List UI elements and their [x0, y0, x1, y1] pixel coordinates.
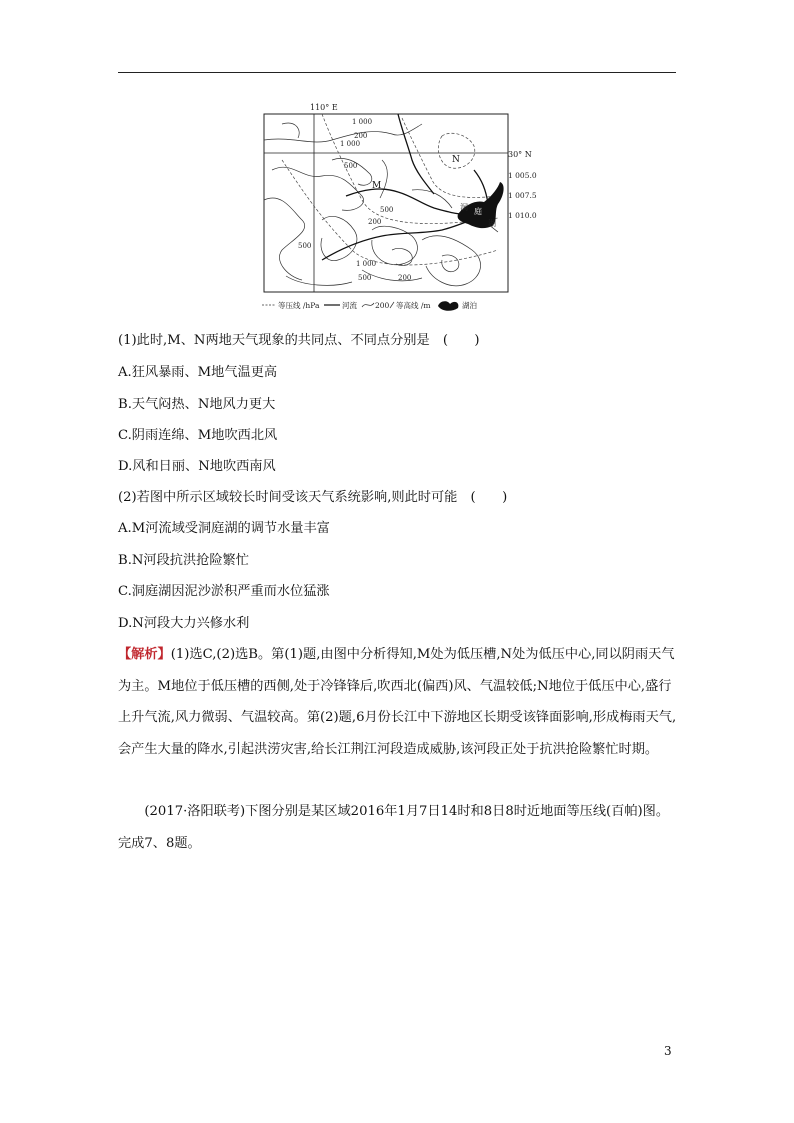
isobar-label: 1 007.5 — [508, 191, 537, 200]
analysis-block — [118, 639, 678, 765]
contour-label: 1 000 — [352, 118, 373, 126]
q1-option-a: A.狂风暴雨、M地气温更高 — [118, 365, 278, 380]
weather-map — [262, 100, 542, 318]
lake-char-2: 庭 — [474, 207, 482, 216]
q2-stem: (2)若图中所示区域较长时间受该天气系统影响,则此时可能 ( ) — [118, 490, 508, 505]
legend-lake: 湖泊 — [462, 301, 477, 310]
lat-label: 30° N — [508, 150, 532, 159]
isobar-label: 1 010.0 — [508, 211, 537, 220]
contour-label: 200 — [354, 132, 368, 140]
q2-option-b: B.N河段抗洪抢险繁忙 — [118, 553, 249, 568]
q1-stem: (1)此时,M、N两地天气现象的共同点、不同点分别是 ( ) — [118, 333, 480, 348]
q2-option-c: C.洞庭湖因泥沙淤积严重而水位猛涨 — [118, 584, 330, 599]
legend-river: 河流 — [342, 301, 357, 310]
q2-option-d: D.N河段大力兴修水利 — [118, 616, 250, 631]
legend-isobar: 等压线 /hPa — [278, 301, 320, 310]
header-rule — [118, 72, 676, 73]
map-legend — [262, 300, 477, 311]
contour-label: 500 — [358, 274, 372, 282]
contour-label: 1 000 — [356, 260, 377, 268]
contour-label: 1 000 — [340, 140, 361, 148]
lake-char-3: 湖 — [488, 219, 496, 228]
isobar-label: 1 005.0 — [508, 171, 537, 180]
q2-option-a: A.M河流域受洞庭湖的调节水量丰富 — [118, 521, 330, 536]
q1-option-b: B.天气闷热、N地风力更大 — [118, 397, 276, 412]
contour-label: 500 — [344, 162, 358, 170]
contour-label: 500 — [298, 242, 312, 250]
lon-label: 110° E — [310, 103, 338, 112]
next-question-intro: (2017·洛阳联考)下图分别是某区域2016年1月7日14时和8日8时近地面等压线(百帕)图。完成7、8题。 — [118, 804, 670, 851]
point-m: M — [372, 181, 382, 191]
page-number: 3 — [664, 1044, 672, 1058]
contour-label: 200 — [368, 218, 382, 226]
lake-char-1: 洞 — [460, 203, 468, 212]
legend-contour: 200 — [375, 301, 390, 310]
contour-label: 200 — [398, 274, 412, 282]
q1-option-c: C.阴雨连绵、M地吹西北风 — [118, 428, 278, 443]
contour-label: 500 — [380, 206, 394, 214]
analysis-text: (1)选C,(2)选B。第(1)题,由图中分析得知,M处为低压槽,N处为低压中心,同以阴雨天气为主。M地位于低压槽的西侧,处于冷锋锋后,吹西北(偏西)风、气温较低;N地位于低压中心,盛行上升气流,风力微弱、气温较高。第(2)题,6月份长江中下游地区长期受该锋面影响,形成梅雨天气,会产生大量的降水,引起洪涝灾害,给长江荆江河段造成威胁,该河段正处于抗洪抢险繁忙时期。 — [118, 647, 677, 757]
analysis-tag: 【解析】 — [118, 647, 171, 662]
legend-contour-unit: 等高线 /m — [396, 301, 431, 310]
point-n: N — [452, 155, 460, 165]
q1-option-d: D.风和日丽、N地吹西南风 — [118, 459, 276, 474]
